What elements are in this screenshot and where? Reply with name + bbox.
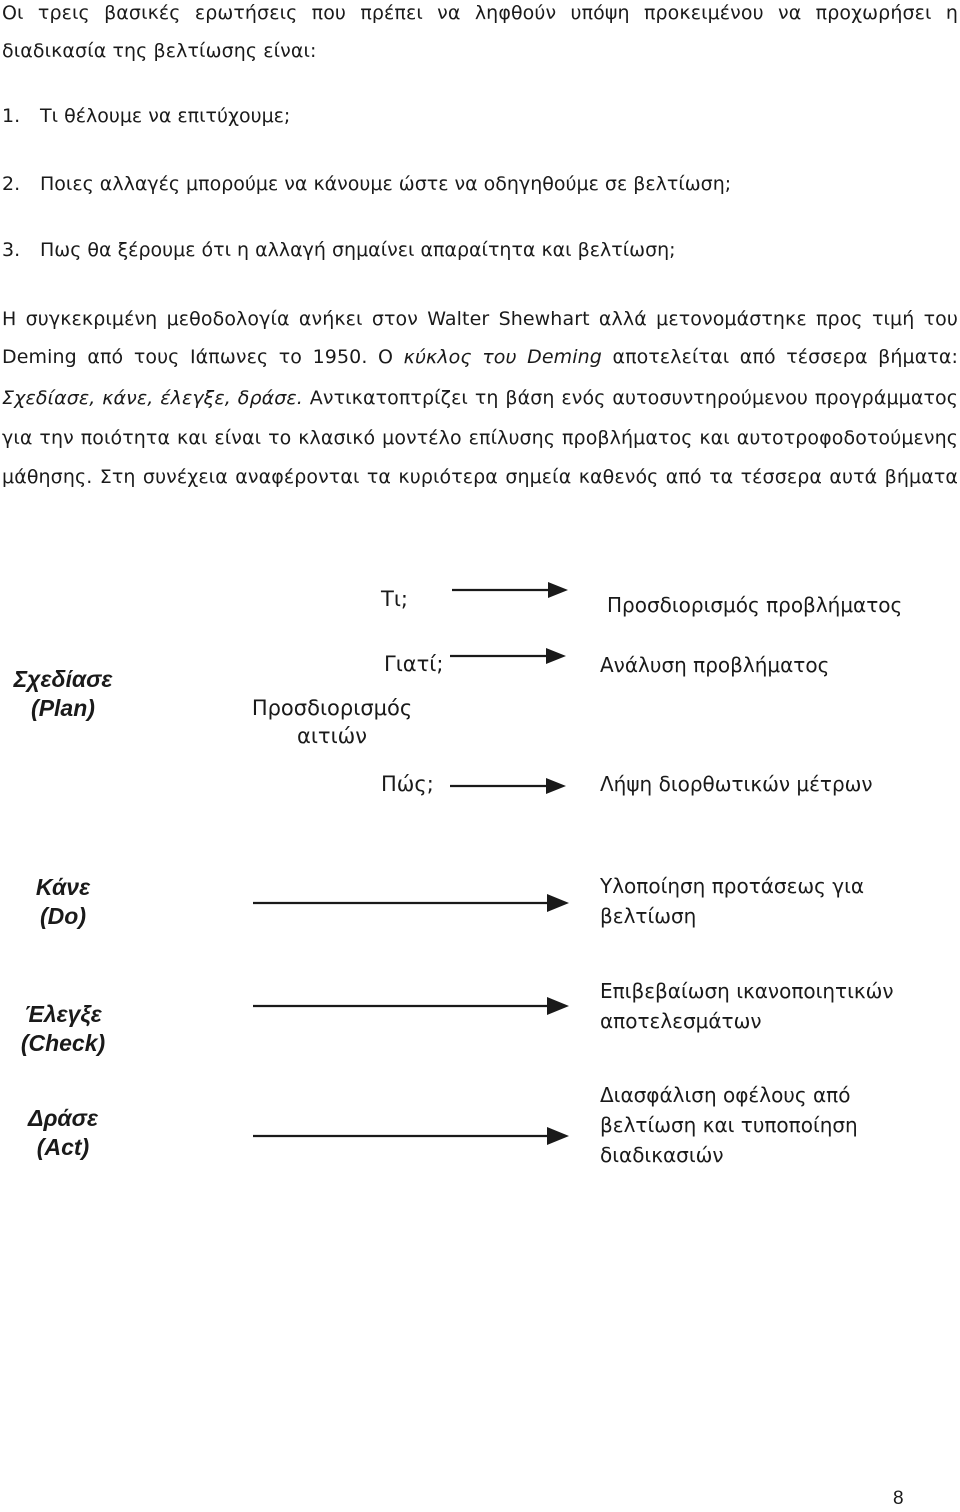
question-item: [2, 172, 732, 196]
causes-line: αιτιών: [296, 724, 367, 748]
deming-steps-term: Σχεδίασε, κάνε, έλεγξε, δράσε.: [2, 387, 303, 409]
question-number: 1.: [2, 105, 21, 127]
step-name: Δράσε: [28, 1105, 98, 1131]
result-line: βελτίωση: [600, 904, 697, 928]
step-label-check: [8, 1000, 118, 1058]
step-english: (Plan): [31, 695, 95, 721]
paragraph-line-2: [2, 345, 958, 369]
paragraph-text: αποτελείται από τέσσερα βήματα:: [601, 346, 958, 368]
result-line: Προσδιορισμός προβλήματος: [607, 593, 903, 617]
paragraph-line-1: Η συγκεκριμένη μεθοδολογία ανήκει στον Walter Shewhart αλλά μετονομάστηκε προς τιμή του: [2, 308, 958, 330]
question-how: Πώς;: [381, 772, 434, 796]
arrow-act: [253, 1125, 573, 1147]
result-line: Υλοποίηση προτάσεως για: [600, 874, 865, 898]
arrow-check: [253, 995, 573, 1017]
question-number: 3.: [2, 239, 21, 261]
result-check: [600, 976, 894, 1036]
paragraph-text: Αντικατοπτρίζει τη βάση ενός αυτοσυντηρούμενου προγράμματος: [302, 387, 958, 409]
result-line: βελτίωση και τυποποίηση: [600, 1113, 858, 1137]
step-label-plan: [8, 665, 118, 723]
arrow-what: [452, 580, 572, 600]
step-name: Κάνε: [35, 874, 91, 900]
question-why: Γιατί;: [384, 652, 444, 676]
intro-line-1: Οι τρεις βασικές ερωτήσεις που πρέπει να ληφθούν υπόψη προκειμένου να προχωρήσει η: [2, 2, 958, 24]
question-item: [2, 238, 676, 262]
step-label-do: [8, 873, 118, 931]
result-line: Ανάλυση προβλήματος: [600, 653, 830, 677]
causes-line: Προσδιορισμός: [251, 696, 413, 720]
result-act: [600, 1080, 858, 1170]
arrow-do: [253, 892, 573, 914]
arrow-why: [450, 646, 570, 666]
question-item: [2, 104, 291, 128]
paragraph-text: Deming από τους Ιάπωνες το 1950. Ο: [2, 346, 404, 368]
result-line: Λήψη διορθωτικών μέτρων: [600, 772, 873, 796]
step-label-act: [8, 1104, 118, 1162]
question-text: Τι θέλουμε να επιτύχουμε;: [40, 105, 291, 127]
paragraph-line-5: μάθησης. Στη συνέχεια αναφέρονται τα κυριότερα σημεία καθενός από τα τέσσερα αυτά βήματα: [2, 466, 958, 488]
paragraph-line-4: για την ποιότητα και είναι το κλασικό μοντέλο επίλυσης προβλήματος και αυτοτροφοδοτούμενης: [2, 427, 958, 449]
question-text: Ποιες αλλαγές μπορούμε να κάνουμε ώστε να οδηγηθούμε σε βελτίωση;: [40, 173, 732, 195]
step-name: Έλεγξε: [24, 1001, 102, 1027]
deming-cycle-term: κύκλος του Deming: [403, 346, 602, 368]
question-number: 2.: [2, 173, 21, 195]
question-what: Τι;: [381, 587, 409, 611]
result-line: διαδικασιών: [600, 1143, 724, 1167]
step-name: Σχεδίασε: [13, 666, 113, 692]
result-line: αποτελεσμάτων: [600, 1009, 762, 1033]
result-how: [600, 769, 873, 799]
step-english: (Act): [36, 1134, 90, 1160]
result-what: [607, 590, 902, 620]
question-text: Πως θα ξέρουμε ότι η αλλαγή σημαίνει απαραίτητα και βελτίωση;: [40, 239, 676, 261]
intro-line-2: διαδικασία της βελτίωσης είναι:: [2, 40, 317, 62]
result-why: [600, 650, 829, 680]
step-english: (Check): [20, 1030, 106, 1056]
result-line: Διασφάλιση οφέλους από: [600, 1083, 851, 1107]
page-number: 8: [893, 1488, 904, 1509]
causes-label: [248, 694, 416, 750]
result-do: [600, 871, 864, 931]
paragraph-line-3: [2, 386, 958, 410]
result-line: Επιβεβαίωση ικανοποιητικών: [600, 979, 894, 1003]
step-english: (Do): [40, 903, 86, 929]
arrow-how: [450, 776, 570, 796]
